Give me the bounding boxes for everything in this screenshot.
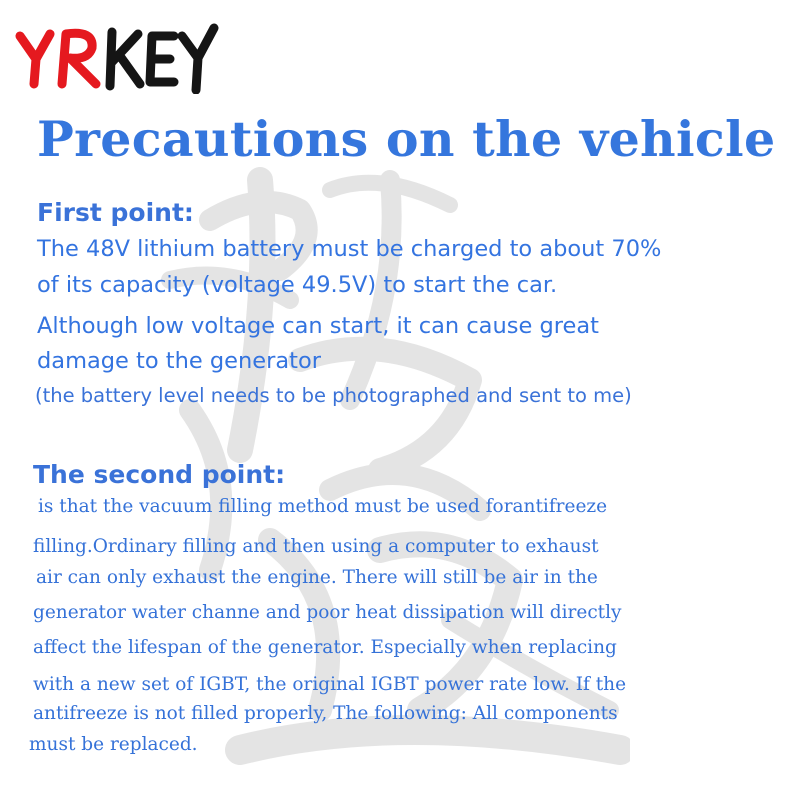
first-point-line: damage to the generator <box>37 348 321 374</box>
second-point-line: with a new set of IGBT, the original IGBT power rate low. If the <box>33 674 627 695</box>
first-point-line: The 48V lithium battery must be charged to about 70% <box>37 236 662 262</box>
second-point-heading: The second point: <box>33 460 286 489</box>
second-point-line: affect the lifespan of the generator. Especially when replacing <box>33 637 617 658</box>
first-point-line: of its capacity (voltage 49.5V) to start the car. <box>37 272 558 298</box>
second-point-line: generator water channe and poor heat dissipation will directly <box>33 602 622 623</box>
first-point-line: Although low voltage can start, it can cause great <box>37 313 599 339</box>
second-point-line: filling.Ordinary filling and then using a computer to exhaust <box>33 536 599 557</box>
first-point-note: (the battery level needs to be photographed and sent to me) <box>35 384 632 407</box>
first-point-heading: First point: <box>37 198 194 227</box>
second-point-line: antifreeze is not filled properly, The following: All components <box>33 703 618 724</box>
second-point-line: air can only exhaust the engine. There will still be air in the <box>36 567 598 588</box>
second-point-line: is that the vacuum filling method must be used forantifreeze <box>38 496 608 517</box>
yrkey-logo <box>14 14 219 94</box>
page-title: Precautions on the vehicle <box>37 110 776 168</box>
second-point-line: must be replaced. <box>29 734 198 755</box>
